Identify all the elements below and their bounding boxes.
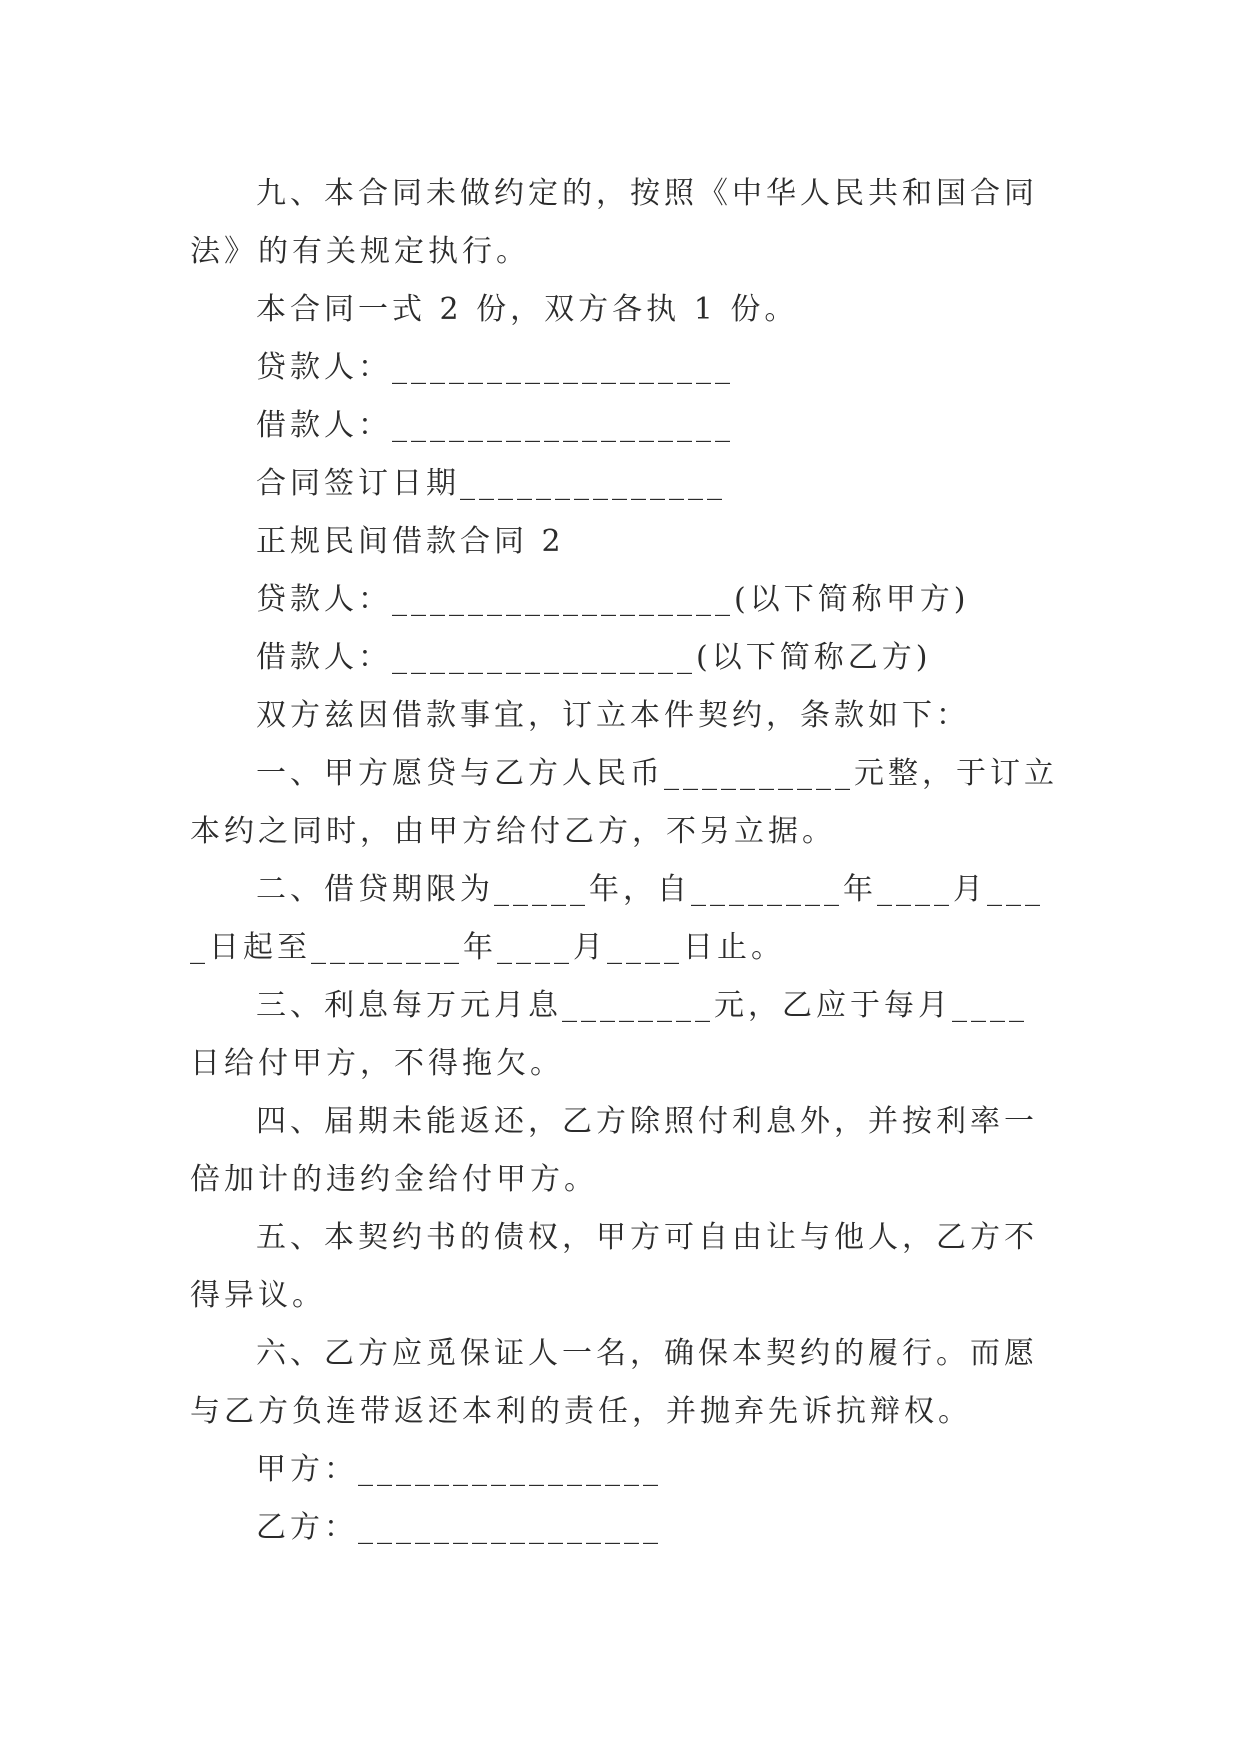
clause-nine: 九、本合同未做约定的，按照《中华人民共和国合同法》的有关规定执行。 xyxy=(190,176,1038,269)
lender-party-line: 贷款人：__________________(以下简称甲方) xyxy=(256,582,970,617)
clause-two: 二、借贷期限为_____年，自________年____月____日起至________年____月____日止。 xyxy=(190,872,1044,965)
signing-date-line: 合同签订日期______________ xyxy=(256,466,726,501)
clause-six: 六、乙方应觅保证人一名，确保本契约的履行。而愿与乙方负连带返还本利的责任，并抛弃先诉抗辩权。 xyxy=(190,1336,1038,1429)
copies-statement: 本合同一式 2 份，双方各执 1 份。 xyxy=(256,292,799,327)
lender-signature-line: 贷款人：__________________ xyxy=(256,350,734,385)
document-body xyxy=(190,165,1060,1557)
clause-four: 四、届期未能返还，乙方除照付利息外，并按利率一倍加计的违约金给付甲方。 xyxy=(190,1104,1038,1197)
clause-three: 三、利息每万元月息________元，乙应于每月____日给付甲方，不得拖欠。 xyxy=(190,988,1028,1081)
clause-five: 五、本契约书的债权，甲方可自由让与他人，乙方不得异议。 xyxy=(190,1220,1038,1313)
preamble: 双方兹因借款事宜，订立本件契约，条款如下： xyxy=(256,698,970,733)
clause-one: 一、甲方愿贷与乙方人民币__________元整，于订立本约之同时，由甲方给付乙方，不另立据。 xyxy=(190,756,1058,849)
borrower-signature-line: 借款人：__________________ xyxy=(256,408,734,443)
borrower-party-line: 借款人：________________(以下简称乙方) xyxy=(256,640,932,675)
contract-title: 正规民间借款合同 2 xyxy=(256,524,565,559)
party-a-signature-line: 甲方：________________ xyxy=(256,1452,662,1487)
party-b-signature-line: 乙方：________________ xyxy=(256,1510,662,1545)
